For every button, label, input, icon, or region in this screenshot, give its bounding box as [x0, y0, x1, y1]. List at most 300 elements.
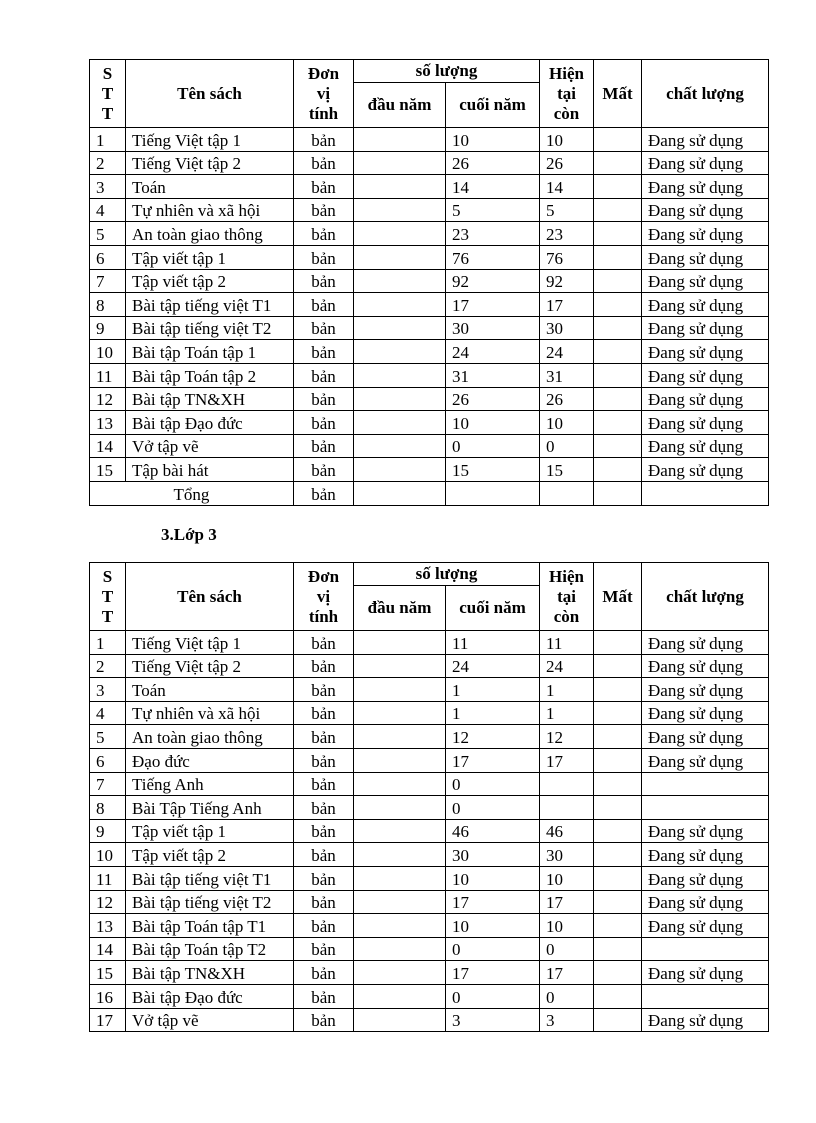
total-label: Tổng [90, 481, 294, 505]
cell-cuoi-nam: 0 [446, 796, 540, 820]
cell-book-name: Tập viết tập 2 [126, 269, 294, 293]
cell-unit: bản [294, 819, 354, 843]
header-dau-nam: đầu năm [354, 83, 446, 128]
cell-book-name: Tiếng Anh [126, 772, 294, 796]
cell-cuoi-nam: 23 [446, 222, 540, 246]
cell-hien-tai-con: 26 [540, 387, 594, 411]
cell-dau-nam [354, 678, 446, 702]
header-chat-luong: chất lượng [642, 563, 769, 631]
cell-mat [594, 245, 642, 269]
cell-chat-luong: Đang sử dụng [642, 245, 769, 269]
table-body [90, 631, 769, 1032]
cell-book-name: Bài tập Đạo đức [126, 411, 294, 435]
table-row [90, 269, 769, 293]
table-body [90, 128, 769, 482]
table-row [90, 631, 769, 655]
cell-chat-luong: Đang sử dụng [642, 316, 769, 340]
table-row [90, 387, 769, 411]
cell-dau-nam [354, 269, 446, 293]
cell-hien-tai-con: 10 [540, 914, 594, 938]
cell-cuoi-nam: 3 [446, 1008, 540, 1032]
cell-cuoi-nam: 26 [446, 151, 540, 175]
cell-stt: 4 [90, 198, 126, 222]
cell-book-name: Bài tập Toán tập T1 [126, 914, 294, 938]
cell-dau-nam [354, 984, 446, 1008]
cell-chat-luong: Đang sử dụng [642, 269, 769, 293]
table-row [90, 316, 769, 340]
cell-hien-tai-con: 3 [540, 1008, 594, 1032]
cell-hien-tai-con: 17 [540, 748, 594, 772]
cell-dau-nam [354, 772, 446, 796]
cell-mat [594, 293, 642, 317]
book-table-1 [89, 59, 769, 506]
cell-book-name: Bài tập Toán tập 1 [126, 340, 294, 364]
table-row [90, 1008, 769, 1032]
cell-hien-tai-con: 26 [540, 151, 594, 175]
cell-mat [594, 678, 642, 702]
cell-mat [594, 411, 642, 435]
cell-hien-tai-con: 92 [540, 269, 594, 293]
cell-unit: bản [294, 316, 354, 340]
cell-unit: bản [294, 245, 354, 269]
cell-chat-luong: Đang sử dụng [642, 961, 769, 985]
cell-stt: 15 [90, 458, 126, 482]
cell-chat-luong [642, 796, 769, 820]
cell-stt: 3 [90, 175, 126, 199]
header-don-vi-tinh: Đơn vị tính [294, 60, 354, 128]
cell-hien-tai-con: 0 [540, 984, 594, 1008]
cell-hien-tai-con: 11 [540, 631, 594, 655]
cell-mat [594, 772, 642, 796]
cell-unit: bản [294, 434, 354, 458]
cell-chat-luong: Đang sử dụng [642, 222, 769, 246]
cell-stt: 13 [90, 411, 126, 435]
header-so-luong: số lượng [354, 60, 540, 83]
cell-cuoi-nam: 30 [446, 843, 540, 867]
cell-dau-nam [354, 748, 446, 772]
header-stt: S T T [90, 563, 126, 631]
cell-hien-tai-con: 10 [540, 866, 594, 890]
cell-book-name: Đạo đức [126, 748, 294, 772]
cell-unit: bản [294, 293, 354, 317]
cell-unit: bản [294, 725, 354, 749]
table-row [90, 434, 769, 458]
cell-cuoi-nam: 11 [446, 631, 540, 655]
table-row [90, 796, 769, 820]
cell-cuoi-nam: 10 [446, 914, 540, 938]
cell-stt: 1 [90, 631, 126, 655]
cell-mat [594, 937, 642, 961]
cell-hien-tai-con: 15 [540, 458, 594, 482]
header-chat-luong: chất lượng [642, 60, 769, 128]
cell-unit: bản [294, 843, 354, 867]
header-dau-nam: đầu năm [354, 586, 446, 631]
cell-stt: 9 [90, 819, 126, 843]
table-row [90, 914, 769, 938]
cell-stt: 11 [90, 866, 126, 890]
cell-stt: 17 [90, 1008, 126, 1032]
cell-stt: 6 [90, 748, 126, 772]
cell-unit: bản [294, 914, 354, 938]
cell-dau-nam [354, 316, 446, 340]
cell-cuoi-nam: 14 [446, 175, 540, 199]
cell-mat [594, 175, 642, 199]
table-row [90, 984, 769, 1008]
cell-cuoi-nam: 46 [446, 819, 540, 843]
cell-stt: 3 [90, 678, 126, 702]
cell-chat-luong: Đang sử dụng [642, 866, 769, 890]
header-hien-tai-con: Hiện tại còn [540, 563, 594, 631]
cell-chat-luong: Đang sử dụng [642, 363, 769, 387]
cell-stt: 7 [90, 269, 126, 293]
cell-unit: bản [294, 269, 354, 293]
cell-mat [594, 890, 642, 914]
cell-dau-nam [354, 151, 446, 175]
cell-stt: 4 [90, 701, 126, 725]
cell-book-name: Tự nhiên và xã hội [126, 198, 294, 222]
table-row [90, 654, 769, 678]
cell-hien-tai-con: 12 [540, 725, 594, 749]
cell-chat-luong: Đang sử dụng [642, 387, 769, 411]
cell-mat [594, 222, 642, 246]
cell-hien-tai-con: 17 [540, 293, 594, 317]
cell-unit: bản [294, 866, 354, 890]
table-row [90, 819, 769, 843]
cell-chat-luong: Đang sử dụng [642, 748, 769, 772]
cell-book-name: Bài tập Đạo đức [126, 984, 294, 1008]
table-row [90, 725, 769, 749]
header-ten-sach: Tên sách [126, 563, 294, 631]
table-row [90, 701, 769, 725]
book-table-2 [89, 562, 769, 1032]
cell-hien-tai-con: 17 [540, 890, 594, 914]
cell-book-name: Tập viết tập 1 [126, 819, 294, 843]
table-row [90, 458, 769, 482]
cell-mat [594, 458, 642, 482]
cell-stt: 15 [90, 961, 126, 985]
cell-book-name: Bài tập Toán tập T2 [126, 937, 294, 961]
cell-unit: bản [294, 222, 354, 246]
table-row [90, 961, 769, 985]
cell-dau-nam [354, 843, 446, 867]
cell-cuoi-nam: 24 [446, 654, 540, 678]
cell-chat-luong: Đang sử dụng [642, 843, 769, 867]
cell-dau-nam [354, 458, 446, 482]
cell-unit: bản [294, 984, 354, 1008]
cell-hien-tai-con: 76 [540, 245, 594, 269]
cell-unit: bản [294, 387, 354, 411]
cell-unit: bản [294, 458, 354, 482]
cell-book-name: Bài tập TN&XH [126, 387, 294, 411]
table-row [90, 678, 769, 702]
header-hien-tai-con: Hiện tại còn [540, 60, 594, 128]
cell-hien-tai-con: 24 [540, 654, 594, 678]
cell-dau-nam [354, 725, 446, 749]
cell-chat-luong: Đang sử dụng [642, 151, 769, 175]
table-row [90, 198, 769, 222]
cell-dau-nam [354, 1008, 446, 1032]
table-row [90, 843, 769, 867]
header-don-vi-tinh: Đơn vị tính [294, 563, 354, 631]
cell-mat [594, 1008, 642, 1032]
cell-chat-luong: Đang sử dụng [642, 198, 769, 222]
cell-mat [594, 961, 642, 985]
cell-mat [594, 151, 642, 175]
cell-unit: bản [294, 151, 354, 175]
cell-dau-nam [354, 411, 446, 435]
cell-dau-nam [354, 631, 446, 655]
cell-cuoi-nam: 1 [446, 701, 540, 725]
cell-stt: 2 [90, 151, 126, 175]
cell-dau-nam [354, 175, 446, 199]
cell-chat-luong [642, 937, 769, 961]
cell-dau-nam [354, 654, 446, 678]
cell-stt: 7 [90, 772, 126, 796]
cell-mat [594, 631, 642, 655]
cell-dau-nam [354, 387, 446, 411]
cell-unit: bản [294, 937, 354, 961]
cell-cuoi-nam: 26 [446, 387, 540, 411]
table-row [90, 937, 769, 961]
cell-hien-tai-con: 17 [540, 961, 594, 985]
cell-mat [594, 984, 642, 1008]
cell-unit: bản [294, 961, 354, 985]
cell-unit: bản [294, 175, 354, 199]
cell-mat [594, 701, 642, 725]
cell-cuoi-nam: 17 [446, 748, 540, 772]
cell-cuoi-nam: 10 [446, 411, 540, 435]
cell-stt: 5 [90, 222, 126, 246]
cell-mat [594, 914, 642, 938]
table-row [90, 772, 769, 796]
cell-unit: bản [294, 340, 354, 364]
cell-unit: bản [294, 363, 354, 387]
cell-chat-luong: Đang sử dụng [642, 725, 769, 749]
cell-dau-nam [354, 819, 446, 843]
table-row [90, 128, 769, 152]
cell-cuoi-nam: 17 [446, 293, 540, 317]
cell-book-name: Tập viết tập 1 [126, 245, 294, 269]
cell-cuoi-nam: 76 [446, 245, 540, 269]
cell-hien-tai-con: 30 [540, 843, 594, 867]
cell-hien-tai-con: 0 [540, 434, 594, 458]
cell-cuoi-nam: 15 [446, 458, 540, 482]
cell-dau-nam [354, 866, 446, 890]
cell-chat-luong [642, 984, 769, 1008]
cell-unit: bản [294, 631, 354, 655]
cell-book-name: Bài tập TN&XH [126, 961, 294, 985]
header-ten-sach: Tên sách [126, 60, 294, 128]
cell-hien-tai-con [540, 772, 594, 796]
cell-stt: 10 [90, 340, 126, 364]
cell-book-name: Bài tập tiếng việt T1 [126, 866, 294, 890]
cell-hien-tai-con: 5 [540, 198, 594, 222]
table-row [90, 866, 769, 890]
cell-stt: 9 [90, 316, 126, 340]
cell-cuoi-nam: 12 [446, 725, 540, 749]
cell-dau-nam [354, 914, 446, 938]
cell-book-name: Bài Tập Tiếng Anh [126, 796, 294, 820]
cell-stt: 8 [90, 293, 126, 317]
cell-cuoi-nam: 0 [446, 937, 540, 961]
cell-hien-tai-con [540, 796, 594, 820]
cell-stt: 1 [90, 128, 126, 152]
cell-dau-nam [354, 701, 446, 725]
header-stt: S T T [90, 60, 126, 128]
cell-book-name: Bài tập tiếng việt T2 [126, 316, 294, 340]
cell-unit: bản [294, 198, 354, 222]
cell-dau-nam [354, 890, 446, 914]
cell-chat-luong: Đang sử dụng [642, 654, 769, 678]
cell-dau-nam [354, 222, 446, 246]
cell-hien-tai-con: 10 [540, 411, 594, 435]
cell-unit: bản [294, 678, 354, 702]
table-row [90, 175, 769, 199]
cell-chat-luong: Đang sử dụng [642, 631, 769, 655]
cell-cuoi-nam: 0 [446, 772, 540, 796]
table-row [90, 748, 769, 772]
cell-mat [594, 316, 642, 340]
cell-dau-nam [354, 937, 446, 961]
cell-hien-tai-con: 24 [540, 340, 594, 364]
cell-chat-luong: Đang sử dụng [642, 890, 769, 914]
cell-mat [594, 387, 642, 411]
cell-mat [594, 843, 642, 867]
cell-mat [594, 269, 642, 293]
total-unit: bản [294, 481, 354, 505]
cell-hien-tai-con: 46 [540, 819, 594, 843]
cell-stt: 6 [90, 245, 126, 269]
cell-cuoi-nam: 17 [446, 961, 540, 985]
cell-mat [594, 363, 642, 387]
cell-hien-tai-con: 31 [540, 363, 594, 387]
cell-chat-luong: Đang sử dụng [642, 434, 769, 458]
cell-stt: 5 [90, 725, 126, 749]
cell-chat-luong: Đang sử dụng [642, 678, 769, 702]
cell-unit: bản [294, 748, 354, 772]
header-cuoi-nam: cuối năm [446, 83, 540, 128]
cell-stt: 12 [90, 890, 126, 914]
cell-dau-nam [354, 198, 446, 222]
cell-mat [594, 796, 642, 820]
cell-cuoi-nam: 24 [446, 340, 540, 364]
cell-mat [594, 198, 642, 222]
cell-dau-nam [354, 293, 446, 317]
header-mat: Mất [594, 60, 642, 128]
cell-book-name: An toàn giao thông [126, 222, 294, 246]
cell-unit: bản [294, 890, 354, 914]
cell-unit: bản [294, 1008, 354, 1032]
cell-cuoi-nam: 10 [446, 128, 540, 152]
cell-dau-nam [354, 245, 446, 269]
cell-unit: bản [294, 128, 354, 152]
cell-book-name: Tiếng Việt tập 1 [126, 128, 294, 152]
cell-stt: 14 [90, 434, 126, 458]
cell-hien-tai-con: 14 [540, 175, 594, 199]
cell-chat-luong: Đang sử dụng [642, 701, 769, 725]
cell-book-name: Vở tập vẽ [126, 1008, 294, 1032]
cell-hien-tai-con: 10 [540, 128, 594, 152]
cell-mat [594, 725, 642, 749]
cell-book-name: Tự nhiên và xã hội [126, 701, 294, 725]
cell-unit: bản [294, 654, 354, 678]
cell-mat [594, 128, 642, 152]
cell-cuoi-nam: 92 [446, 269, 540, 293]
cell-book-name: Bài tập Toán tập 2 [126, 363, 294, 387]
cell-chat-luong: Đang sử dụng [642, 914, 769, 938]
cell-cuoi-nam: 31 [446, 363, 540, 387]
cell-chat-luong: Đang sử dụng [642, 411, 769, 435]
cell-book-name: Tiếng Việt tập 2 [126, 654, 294, 678]
cell-dau-nam [354, 961, 446, 985]
cell-stt: 10 [90, 843, 126, 867]
cell-stt: 13 [90, 914, 126, 938]
total-row [90, 481, 769, 505]
cell-stt: 8 [90, 796, 126, 820]
cell-unit: bản [294, 772, 354, 796]
cell-chat-luong [642, 772, 769, 796]
header-mat: Mất [594, 563, 642, 631]
cell-hien-tai-con: 0 [540, 937, 594, 961]
section-title: 3.Lớp 3 [161, 525, 217, 544]
cell-book-name: Toán [126, 678, 294, 702]
cell-mat [594, 340, 642, 364]
cell-stt: 2 [90, 654, 126, 678]
table-row [90, 340, 769, 364]
cell-mat [594, 434, 642, 458]
cell-hien-tai-con: 1 [540, 678, 594, 702]
cell-cuoi-nam: 10 [446, 866, 540, 890]
cell-dau-nam [354, 340, 446, 364]
cell-chat-luong: Đang sử dụng [642, 340, 769, 364]
cell-book-name: Toán [126, 175, 294, 199]
cell-dau-nam [354, 796, 446, 820]
cell-book-name: Tiếng Việt tập 1 [126, 631, 294, 655]
header-so-luong: số lượng [354, 563, 540, 586]
cell-stt: 14 [90, 937, 126, 961]
cell-chat-luong: Đang sử dụng [642, 293, 769, 317]
cell-chat-luong: Đang sử dụng [642, 175, 769, 199]
cell-chat-luong: Đang sử dụng [642, 819, 769, 843]
cell-stt: 11 [90, 363, 126, 387]
cell-mat [594, 748, 642, 772]
cell-chat-luong: Đang sử dụng [642, 128, 769, 152]
cell-dau-nam [354, 128, 446, 152]
table-row [90, 411, 769, 435]
cell-stt: 16 [90, 984, 126, 1008]
cell-book-name: Tiếng Việt tập 2 [126, 151, 294, 175]
cell-mat [594, 819, 642, 843]
cell-book-name: Bài tập tiếng việt T1 [126, 293, 294, 317]
table-row [90, 151, 769, 175]
table-row [90, 363, 769, 387]
cell-cuoi-nam: 17 [446, 890, 540, 914]
table-row [90, 293, 769, 317]
cell-dau-nam [354, 434, 446, 458]
cell-cuoi-nam: 30 [446, 316, 540, 340]
cell-cuoi-nam: 0 [446, 434, 540, 458]
cell-chat-luong: Đang sử dụng [642, 458, 769, 482]
header-cuoi-nam: cuối năm [446, 586, 540, 631]
cell-chat-luong: Đang sử dụng [642, 1008, 769, 1032]
cell-hien-tai-con: 1 [540, 701, 594, 725]
cell-book-name: Vở tập vẽ [126, 434, 294, 458]
cell-book-name: Tập viết tập 2 [126, 843, 294, 867]
cell-mat [594, 866, 642, 890]
cell-book-name: An toàn giao thông [126, 725, 294, 749]
cell-cuoi-nam: 1 [446, 678, 540, 702]
cell-hien-tai-con: 23 [540, 222, 594, 246]
